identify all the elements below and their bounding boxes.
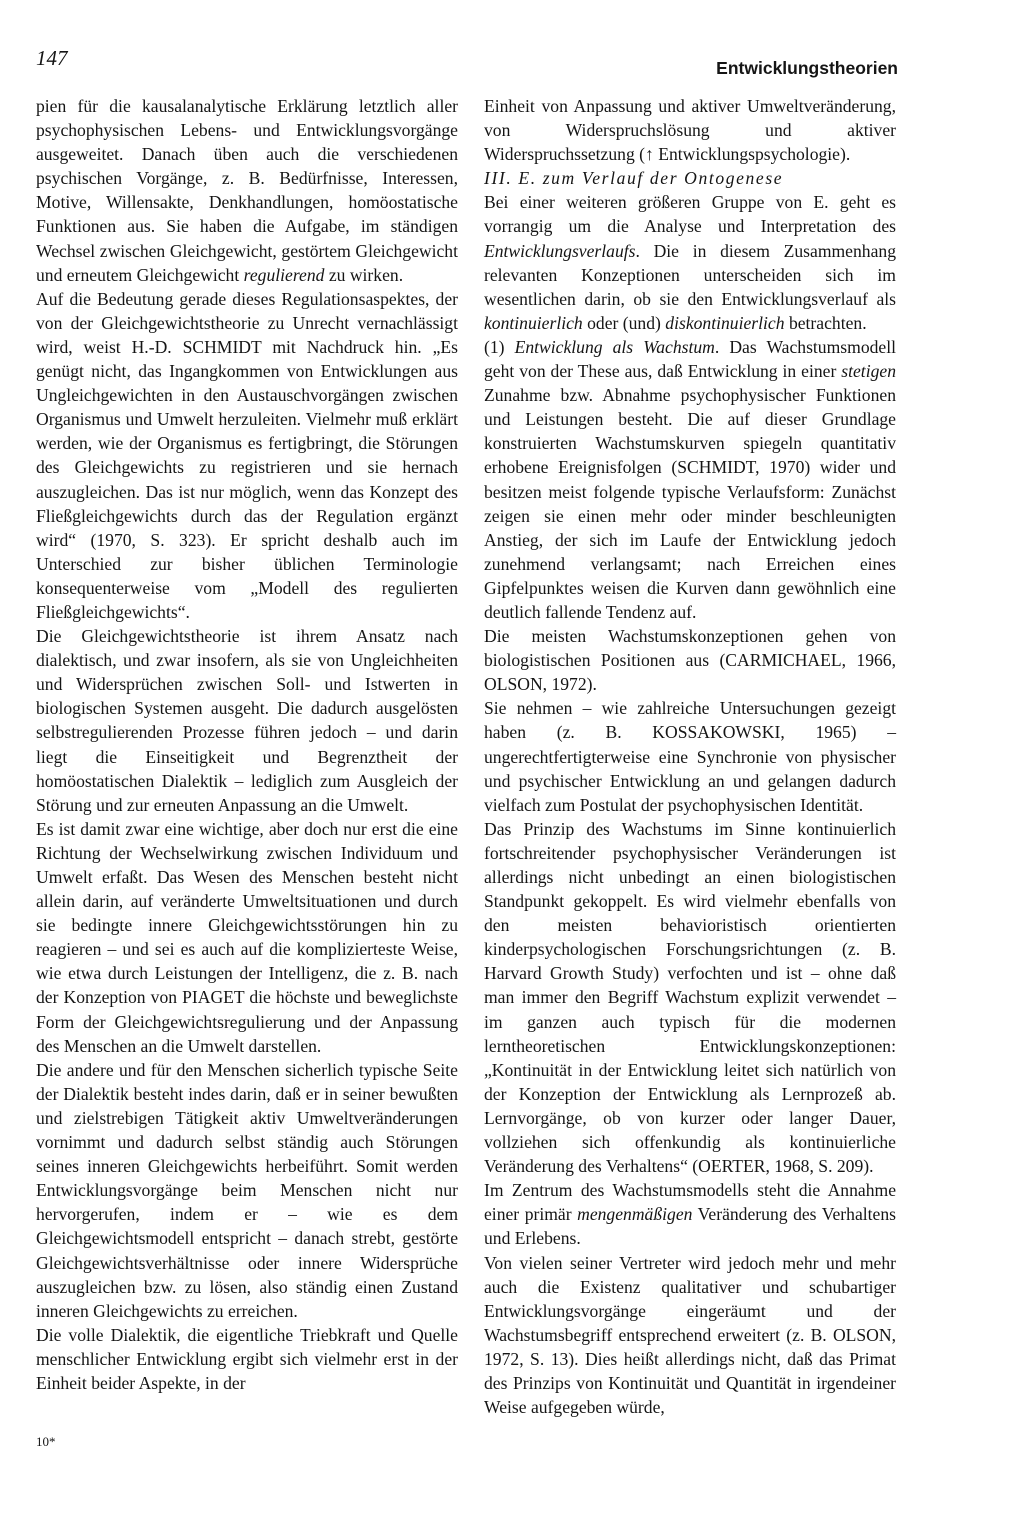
emphasis: Entwicklung als Wachstum xyxy=(514,336,715,357)
paragraph: Auf die Bedeutung gerade dieses Regulationsaspektes, der von der Gleichgewichtstheorie zu Unrecht vernachlässigt wird, weist H.-D. SCHMIDT mit Nachdruck hin. „Es genügt nicht, das Ingangkommen von Entwicklungen aus Ungleichgewichten in den Austauschvorgängen zwischen Organismus und Umwelt herzuleiten. Vielmehr muß erklärt werden, wie der Organismus es fertigbringt, die Störungen des Gleichgewichts zu registrieren und sie hernach auszugleichen. Das ist nur möglich, wenn das Konzept des Fließgleichgewichts durch das der Regulation ergänzt wird“ (1970, S. 323). Er spricht deshalb auch im Unterschied zur bisher üblichen Terminologie konsequenterweise vom „Modell des regulierten Fließgleichgewichts“. xyxy=(36,288,458,622)
emphasis: kontinuierlich xyxy=(484,312,583,333)
paragraph: Das Prinzip des Wachstums im Sinne kontinuierlich fortschreitender psychophysischer Veränderungen ist allerdings nicht unbedingt an einen biologistischen Standpunkt gekoppelt. Es wird vielmehr ebenfalls von den meisten behavioristisch orientierten kinderpsychologischen Forschungsrichtungen (z. B. Harvard Growth Study) verfochten und ist – ohne daß man immer den Begriff Wachstum explizit verwendet – im ganzen auch typisch für die modernen lerntheoretischen Entwicklungskonzeptionen: „Kontinuität in der Entwicklung leitet sich natürlich von der Konzeption der Entwicklung als Lernprozeß ab. Lernvorgänge, ob von kurzer oder langer Dauer, vollziehen sich offenkundig als kontinuierliche Veränderung des Verhaltens“ (OERTER, 1968, S. 209). xyxy=(484,818,896,1177)
paragraph: Es ist damit zwar eine wichtige, aber doch nur erst die eine Richtung der Wechselwirkung zwischen Individuum und Umwelt erfaßt. Das Wesen des Menschen besteht nicht allein darin, auf veränderte Umweltsituationen und durch sie bedingte innere Gleichgewichtsstörungen hin zu reagieren – und sei es auch auf die komplizierteste Weise, wie etwa durch Leistungen der Intelligenz, die z. B. nach der Konzeption von PIAGET die höchste und beweglichste Form der Gleichgewichtsregulierung und der Anpassung des Menschen an die Umwelt darstellen. xyxy=(36,818,458,1056)
paragraph: Die meisten Wachstumskonzeptionen gehen von biologistischen Positionen aus (CARMICHAEL, 1966, OLSON, 1972). xyxy=(484,626,896,695)
emphasis: stetigen xyxy=(841,361,896,382)
paragraph: Die andere und für den Menschen sicherlich typische Seite der Dialektik besteht indes darin, daß er in seiner bewußten und zielstrebigen Tätigkeit aktiv Umweltveränderungen vornimmt und dadurch selbst ständig auch Störungen seines inneren Gleichgewichts herbeiführt. Somit werden Entwicklungsvorgänge beim Menschen nicht nur hervorgerufen, indem er – wie es dem Gleichgewichtsmodell entspricht – danach strebt, gestörte Gleichgewichtsverhältnisse oder innere Widersprüche auszugleichen bzw. zu lösen, also ständig einen Zustand inneren Gleichgewichts zu erreichen. xyxy=(36,1059,458,1321)
paragraph: Sie nehmen – wie zahlreiche Untersuchungen gezeigt haben (z. B. KOSSAKOWSKI, 1965) – ungerechtfertigterweise eine Synchronie von physischer und psychischer Entwicklung an und gelangen dadurch vielfach zum Postulat der psychophysischen Identität. xyxy=(484,698,896,815)
running-head: Entwicklungstheorien xyxy=(716,58,898,78)
paragraph: Die volle Dialektik, die eigentliche Triebkraft und Quelle menschlicher Entwicklung ergibt sich vielmehr erst in der Einheit beider Aspekte, in der xyxy=(36,1324,458,1393)
emphasis: diskontinuierlich xyxy=(665,312,785,333)
paragraph: Im Zentrum des Wachstumsmodells steht die Annahme einer primär mengenmäßigen Veränderung des Verhaltens und Erlebens. xyxy=(484,1180,896,1249)
right-column xyxy=(484,94,896,1419)
emphasis: mengenmäßigen xyxy=(577,1204,693,1225)
paragraph: pien für die kausalanalytische Erklärung letztlich aller psychophysischen Lebens- und Entwicklungsvorgänge ausgeweitet. Danach üben auch die verschiedenen psychischen Vorgänge, z. B. Bedürfnisse, Interessen, Motive, Willensakte, Denkhandlungen, homöostatische Funktionen aus. Sie haben die Aufgabe, im ständigen Wechsel zwischen Gleichgewicht, gestörtem Gleichgewicht und erneutem Gleichgewicht regulierend zu wirken. xyxy=(36,96,458,285)
paragraph: Von vielen seiner Vertreter wird jedoch mehr und mehr auch die Existenz qualitativer und schubartiger Entwicklungsvorgänge eingeräumt und der Wachstumsbegriff entsprechend erweitert (z. B. OLSON, 1972, S. 13). Dies heißt allerdings nicht, daß das Primat des Prinzips von Kontinuität und Quantität in irgendeiner Weise aufgegeben würde, xyxy=(484,1252,896,1418)
page-number: 147 xyxy=(36,46,68,70)
left-column xyxy=(36,94,458,1395)
emphasis: Entwicklungsverlaufs xyxy=(484,240,636,261)
emphasis: regulierend xyxy=(243,264,325,285)
paragraph: Einheit von Anpassung und aktiver Umweltveränderung, von Widerspruchslösung und aktiver Widerspruchssetzung (↑ Entwicklungspsychologie). xyxy=(484,96,896,165)
section-heading: III. E. zum Verlauf der Ontogenese xyxy=(484,168,784,189)
paragraph: Die Gleichgewichtstheorie ist ihrem Ansatz nach dialektisch, und zwar insofern, als sie von Ungleichheiten und Widersprüchen zwischen Soll- und Istwerten in biologischen Systemen ausgeht. Die dadurch ausgelösten selbstregulierenden Prozesse führen jedoch – und darin liegt die Einseitigkeit und Begrenztheit der homöostatischen Dialektik – lediglich zum Ausgleich der Störung und zur erneuten Anpassung an die Umwelt. xyxy=(36,626,458,815)
paragraph: Bei einer weiteren größeren Gruppe von E. geht es vorrangig um die Analyse und Interpretation des Entwicklungsverlaufs. Die in diesem Zusammenhang relevanten Konzeptionen unterscheiden sich im wesentlichen darin, ob sie den Entwicklungsverlauf als kontinuierlich oder (und) diskontinuierlich betrachten. xyxy=(484,192,896,333)
paragraph: (1) Entwicklung als Wachstum. Das Wachstumsmodell geht von der These aus, daß Entwicklung in einer stetigen Zunahme bzw. Abnahme psychophysischer Funktionen und Leistungen besteht. Die auf dieser Grundlage konstruierten Wachstumskurven spiegeln quantitativ erhobene Ereignisfolgen (SCHMIDT, 1970) wider und besitzen meist folgende typische Verlaufsform: Zunächst zeigen sie einen mehr oder minder beschleunigten Anstieg, der sich im Laufe der Entwicklung jedoch zunehmend verlangsamt; nach Erreichen eines Gipfelpunktes weisen die Kurven dann gewöhnlich eine deutlich fallende Tendenz auf. xyxy=(484,336,896,622)
sheet-signature: 10* xyxy=(36,1434,56,1449)
cross-reference: (↑ Entwicklungspsychologie). xyxy=(639,144,851,165)
